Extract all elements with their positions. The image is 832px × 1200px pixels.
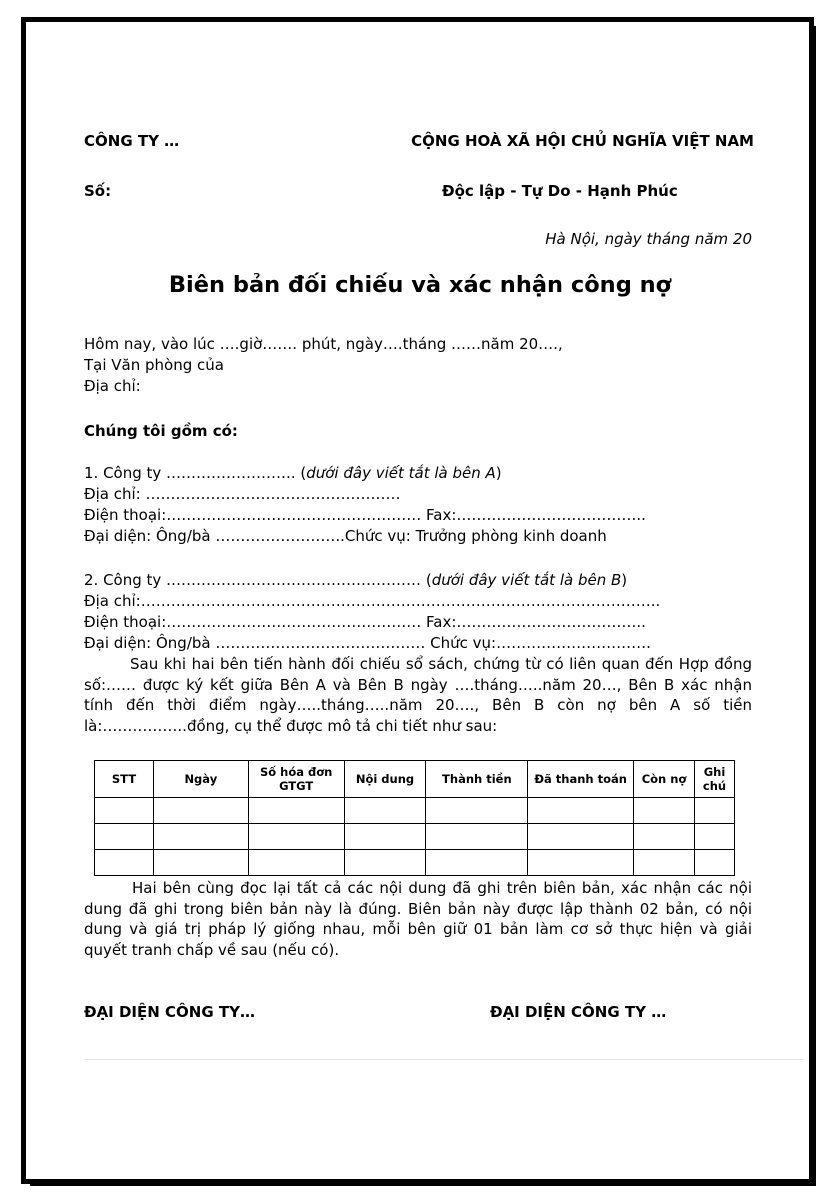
parties-heading: Chúng tôi gồm có: xyxy=(84,422,238,440)
signature-left: ĐẠI DIỆN CÔNG TY… xyxy=(84,1003,255,1021)
place-date: Hà Nội, ngày tháng năm 20 xyxy=(545,230,752,248)
table-cell xyxy=(248,850,344,876)
party-b-address: Địa chỉ:………………………………………………………………………………………….. xyxy=(84,592,661,610)
table-header-cell: Ngày xyxy=(153,761,248,798)
table-cell xyxy=(95,798,154,824)
party-a-address: Địa chỉ: …………………………………………… xyxy=(84,485,401,503)
table-header-cell: Số hóa đơn GTGT xyxy=(248,761,344,798)
party-b-company-prefix: 2. Công ty …………………………………………… ( xyxy=(84,571,432,589)
table-cell xyxy=(153,850,248,876)
table-cell xyxy=(634,798,695,824)
intro-time: Hôm nay, vào lúc ….giờ……. phút, ngày….tháng ……năm 20…., xyxy=(84,335,563,353)
page-shadow-right xyxy=(812,26,816,1183)
table-cell xyxy=(426,824,528,850)
table-cell xyxy=(426,798,528,824)
document-number-label: Số: xyxy=(84,182,112,200)
table-header-cell: Thành tiền xyxy=(426,761,528,798)
table-row xyxy=(95,850,735,876)
table-header-cell: Đã thanh toán xyxy=(528,761,634,798)
table-header-row xyxy=(95,761,735,798)
party-b-company-note: dưới đây viết tắt là bên B xyxy=(431,571,622,589)
table-header-cell: Còn nợ xyxy=(634,761,695,798)
table-header-cell: Nội dung xyxy=(344,761,426,798)
table-cell xyxy=(694,850,734,876)
company-name: CÔNG TY … xyxy=(84,132,180,150)
party-b-phone: Điện thoại:…………………………………………… Fax:……………………………….. xyxy=(84,613,646,631)
party-a-company-note: dưới đây viết tắt là bên A xyxy=(306,464,496,482)
national-motto: Độc lập - Tự Do - Hạnh Phúc xyxy=(442,182,678,200)
table-cell xyxy=(153,798,248,824)
table-cell xyxy=(634,824,695,850)
table-row xyxy=(95,824,735,850)
table-header-cell: Ghi chú xyxy=(694,761,734,798)
party-b-representative: Đại diện: Ông/bà …………………………………… Chức vụ:…………………………. xyxy=(84,634,651,652)
intro-office: Tại Văn phòng của xyxy=(84,356,224,374)
page-shadow-bottom xyxy=(30,1182,816,1186)
table-cell xyxy=(95,850,154,876)
party-a-phone: Điện thoại:…………………………………………… Fax:……………………………….. xyxy=(84,506,646,524)
table-cell xyxy=(95,824,154,850)
table-cell xyxy=(344,824,426,850)
party-a-company-suffix: ) xyxy=(495,464,502,482)
country-name: CỘNG HOÀ XÃ HỘI CHỦ NGHĨA VIỆT NAM xyxy=(411,132,754,150)
table-cell xyxy=(426,850,528,876)
table-row xyxy=(95,798,735,824)
table-header-cell: STT xyxy=(95,761,154,798)
footer-divider xyxy=(84,1059,804,1060)
table-cell xyxy=(248,798,344,824)
table-cell xyxy=(634,850,695,876)
table-cell xyxy=(694,824,734,850)
table-cell xyxy=(528,850,634,876)
table-cell xyxy=(344,798,426,824)
document-title: Biên bản đối chiếu và xác nhận công nợ xyxy=(168,272,672,298)
closing-paragraph: Hai bên cùng đọc lại tất cả các nội dung đã ghi trên biên bản, xác nhận các nội dung đã ghi trong biên bản này là đúng. Biên bản này được lập thành 02 bản, có nội dung và giá trị pháp lý giống nhau, mỗi bên giữ 01 bản làm cơ sở thực hiện và giải quyết tranh chấp về sau (nếu có). xyxy=(84,879,752,959)
party-a-representative: Đại diện: Ông/bà ……………………..Chức vụ: Trưởng phòng kinh doanh xyxy=(84,527,607,545)
table-cell xyxy=(694,798,734,824)
intro-address: Địa chỉ: xyxy=(84,377,141,395)
table-cell xyxy=(153,824,248,850)
table-cell xyxy=(344,850,426,876)
party-a-company-prefix: 1. Công ty …………………….. ( xyxy=(84,464,307,482)
table-cell xyxy=(248,824,344,850)
party-a-company xyxy=(84,463,502,484)
reconciliation-paragraph: Sau khi hai bên tiến hành đối chiếu sổ sách, chứng từ có liên quan đến Hợp đồng số:…… được ký kết giữa Bên A và Bên B ngày ….tháng…..năm 20…, Bên B xác nhận tính đến thời điểm ngày…..tháng…..năm 20…., Bên B còn nợ bên A số tiền là:……………..đồng, cụ thể được mô tả chi tiết như sau: xyxy=(84,655,752,735)
party-b-company-suffix: ) xyxy=(621,571,628,589)
table-cell xyxy=(528,824,634,850)
signature-right: ĐẠI DIỆN CÔNG TY … xyxy=(490,1003,667,1021)
table-cell xyxy=(528,798,634,824)
debt-table xyxy=(94,760,735,876)
party-b-company xyxy=(84,570,627,591)
